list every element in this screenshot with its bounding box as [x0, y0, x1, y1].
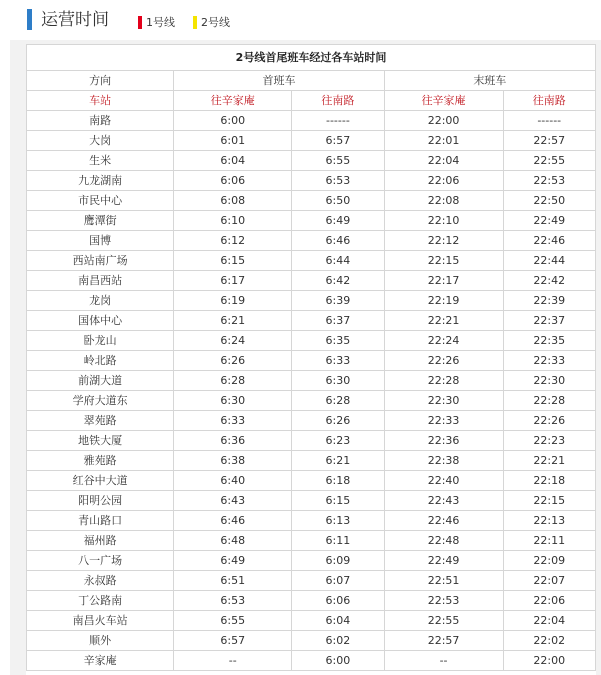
first-train-dir-b-time: 6:46	[292, 231, 384, 251]
timetable-container	[26, 44, 596, 675]
station-cell: 国体中心	[27, 311, 174, 331]
last-train-dir-b-time: 22:26	[503, 411, 596, 431]
first-train-dir-a-time: 6:06	[174, 171, 292, 191]
first-train-dir-a-time: --	[174, 651, 292, 671]
last-train-dir-b-time: 22:28	[503, 391, 596, 411]
table-row	[27, 131, 596, 151]
first-train-dir-b-time: 6:57	[292, 131, 384, 151]
table-row	[27, 531, 596, 551]
line-1-color-swatch	[138, 16, 142, 29]
table-row	[27, 351, 596, 371]
first-train-dir-b-time: 6:11	[292, 531, 384, 551]
station-cell: 市民中心	[27, 191, 174, 211]
last-train-dir-b-time: 22:46	[503, 231, 596, 251]
station-cell: 国博	[27, 231, 174, 251]
title-accent-bar	[27, 9, 32, 30]
last-train-dir-b-time: 22:04	[503, 611, 596, 631]
first-train-dir-b-time: 6:42	[292, 271, 384, 291]
table-row	[27, 331, 596, 351]
last-train-dir-a-time: 22:08	[384, 191, 503, 211]
timetable	[26, 44, 596, 671]
last-train-dir-b-time: 22:21	[503, 451, 596, 471]
last-train-dir-a-time: 22:36	[384, 431, 503, 451]
table-row	[27, 451, 596, 471]
last-train-dir-a-time: 22:24	[384, 331, 503, 351]
first-dir-b-header: 往南路	[292, 91, 384, 111]
table-row	[27, 391, 596, 411]
table-row	[27, 171, 596, 191]
first-train-dir-a-time: 6:04	[174, 151, 292, 171]
first-train-dir-a-time: 6:36	[174, 431, 292, 451]
first-train-dir-a-time: 6:10	[174, 211, 292, 231]
first-train-dir-a-time: 6:55	[174, 611, 292, 631]
station-cell: 龙岗	[27, 291, 174, 311]
station-cell: 青山路口	[27, 511, 174, 531]
last-train-dir-b-time: 22:57	[503, 131, 596, 151]
table-row	[27, 251, 596, 271]
last-train-dir-a-time: 22:30	[384, 391, 503, 411]
last-train-dir-b-time: 22:55	[503, 151, 596, 171]
table-row	[27, 471, 596, 491]
last-train-dir-b-time: 22:23	[503, 431, 596, 451]
station-cell: 学府大道东	[27, 391, 174, 411]
last-train-dir-a-time: 22:00	[384, 111, 503, 131]
last-train-dir-a-time: 22:21	[384, 311, 503, 331]
last-train-dir-a-time: 22:12	[384, 231, 503, 251]
table-row	[27, 411, 596, 431]
first-train-dir-b-time: 6:35	[292, 331, 384, 351]
last-train-dir-a-time: 22:04	[384, 151, 503, 171]
table-row	[27, 111, 596, 131]
table-row	[27, 571, 596, 591]
first-train-dir-b-time: 6:49	[292, 211, 384, 231]
last-train-dir-a-time: 22:28	[384, 371, 503, 391]
last-train-dir-b-time: 22:30	[503, 371, 596, 391]
last-train-dir-a-time: 22:48	[384, 531, 503, 551]
table-row	[27, 591, 596, 611]
station-cell: 阳明公园	[27, 491, 174, 511]
first-train-dir-a-time: 6:28	[174, 371, 292, 391]
last-train-dir-b-time: 22:53	[503, 171, 596, 191]
last-dir-a-header: 往辛家庵	[384, 91, 503, 111]
station-cell: 岭北路	[27, 351, 174, 371]
first-train-dir-b-time: 6:21	[292, 451, 384, 471]
last-train-dir-b-time: 22:50	[503, 191, 596, 211]
first-train-dir-b-time: 6:00	[292, 651, 384, 671]
first-train-dir-a-time: 6:43	[174, 491, 292, 511]
last-dir-b-header: 往南路	[503, 91, 596, 111]
station-cell: 南昌西站	[27, 271, 174, 291]
last-train-dir-b-time: 22:18	[503, 471, 596, 491]
last-train-dir-a-time: 22:01	[384, 131, 503, 151]
first-train-dir-b-time: 6:55	[292, 151, 384, 171]
first-train-dir-a-time: 6:21	[174, 311, 292, 331]
first-train-dir-b-time: 6:44	[292, 251, 384, 271]
first-train-dir-a-time: 6:12	[174, 231, 292, 251]
station-cell: 顺外	[27, 631, 174, 651]
station-cell: 西站南广场	[27, 251, 174, 271]
first-train-dir-b-time: 6:09	[292, 551, 384, 571]
station-header-row	[27, 91, 596, 111]
direction-header-row	[27, 71, 596, 91]
last-train-dir-b-time: 22:02	[503, 631, 596, 651]
first-dir-a-header: 往辛家庵	[174, 91, 292, 111]
first-train-dir-b-time: 6:02	[292, 631, 384, 651]
table-row	[27, 651, 596, 671]
station-cell: 南昌火车站	[27, 611, 174, 631]
last-train-dir-b-time: 22:49	[503, 211, 596, 231]
legend-line-2	[193, 15, 230, 29]
first-train-dir-a-time: 6:08	[174, 191, 292, 211]
station-cell: 九龙湖南	[27, 171, 174, 191]
last-train-dir-b-time: 22:07	[503, 571, 596, 591]
first-train-dir-a-time: 6:53	[174, 591, 292, 611]
last-train-dir-b-time: ------	[503, 111, 596, 131]
first-train-dir-a-time: 6:40	[174, 471, 292, 491]
first-train-dir-b-time: 6:04	[292, 611, 384, 631]
line-2-color-swatch	[193, 16, 197, 29]
legend-line-1	[138, 15, 175, 29]
first-train-header: 首班车	[174, 71, 384, 91]
table-row	[27, 311, 596, 331]
last-train-header: 末班车	[384, 71, 595, 91]
table-row	[27, 431, 596, 451]
last-train-dir-b-time: 22:37	[503, 311, 596, 331]
timetable-caption-row	[27, 45, 596, 71]
last-train-dir-a-time: 22:17	[384, 271, 503, 291]
last-train-dir-a-time: 22:43	[384, 491, 503, 511]
table-row	[27, 291, 596, 311]
station-cell: 八一广场	[27, 551, 174, 571]
station-cell: 丁公路南	[27, 591, 174, 611]
station-cell: 雅苑路	[27, 451, 174, 471]
first-train-dir-a-time: 6:51	[174, 571, 292, 591]
station-cell: 福州路	[27, 531, 174, 551]
first-train-dir-a-time: 6:01	[174, 131, 292, 151]
last-train-dir-a-time: 22:51	[384, 571, 503, 591]
first-train-dir-a-time: 6:48	[174, 531, 292, 551]
first-train-dir-a-time: 6:38	[174, 451, 292, 471]
last-train-dir-a-time: 22:49	[384, 551, 503, 571]
first-train-dir-a-time: 6:00	[174, 111, 292, 131]
station-cell: 卧龙山	[27, 331, 174, 351]
first-train-dir-b-time: 6:39	[292, 291, 384, 311]
first-train-dir-a-time: 6:33	[174, 411, 292, 431]
last-train-dir-a-time: 22:19	[384, 291, 503, 311]
legend-line-1-label: 1号线	[146, 16, 175, 29]
table-row	[27, 551, 596, 571]
first-train-dir-b-time: 6:26	[292, 411, 384, 431]
last-train-dir-a-time: 22:55	[384, 611, 503, 631]
last-train-dir-a-time: 22:38	[384, 451, 503, 471]
last-train-dir-b-time: 22:06	[503, 591, 596, 611]
last-train-dir-a-time: 22:53	[384, 591, 503, 611]
direction-label: 方向	[27, 71, 174, 91]
first-train-dir-b-time: 6:07	[292, 571, 384, 591]
page-title: 运营时间	[41, 10, 109, 30]
first-train-dir-a-time: 6:26	[174, 351, 292, 371]
first-train-dir-b-time: 6:28	[292, 391, 384, 411]
content-panel	[10, 40, 601, 675]
last-train-dir-b-time: 22:35	[503, 331, 596, 351]
first-train-dir-a-time: 6:19	[174, 291, 292, 311]
last-train-dir-b-time: 22:42	[503, 271, 596, 291]
table-row	[27, 191, 596, 211]
first-train-dir-a-time: 6:24	[174, 331, 292, 351]
table-row	[27, 631, 596, 651]
station-cell: 地铁大厦	[27, 431, 174, 451]
table-row	[27, 151, 596, 171]
first-train-dir-a-time: 6:30	[174, 391, 292, 411]
last-train-dir-a-time: --	[384, 651, 503, 671]
first-train-dir-a-time: 6:15	[174, 251, 292, 271]
last-train-dir-b-time: 22:09	[503, 551, 596, 571]
last-train-dir-a-time: 22:10	[384, 211, 503, 231]
first-train-dir-b-time: 6:50	[292, 191, 384, 211]
first-train-dir-a-time: 6:17	[174, 271, 292, 291]
last-train-dir-b-time: 22:33	[503, 351, 596, 371]
timetable-caption: 2号线首尾班车经过各车站时间	[27, 45, 596, 71]
last-train-dir-a-time: 22:57	[384, 631, 503, 651]
station-cell: 鹰潭街	[27, 211, 174, 231]
first-train-dir-b-time: 6:53	[292, 171, 384, 191]
table-row	[27, 371, 596, 391]
first-train-dir-b-time: 6:13	[292, 511, 384, 531]
last-train-dir-a-time: 22:26	[384, 351, 503, 371]
first-train-dir-a-time: 6:46	[174, 511, 292, 531]
table-row	[27, 211, 596, 231]
first-train-dir-b-time: 6:18	[292, 471, 384, 491]
last-train-dir-a-time: 22:06	[384, 171, 503, 191]
page-header	[0, 0, 601, 40]
table-row	[27, 271, 596, 291]
first-train-dir-b-time: 6:37	[292, 311, 384, 331]
station-cell: 翠苑路	[27, 411, 174, 431]
last-train-dir-a-time: 22:33	[384, 411, 503, 431]
table-row	[27, 611, 596, 631]
last-train-dir-a-time: 22:46	[384, 511, 503, 531]
table-row	[27, 491, 596, 511]
last-train-dir-b-time: 22:00	[503, 651, 596, 671]
first-train-dir-b-time: ------	[292, 111, 384, 131]
last-train-dir-b-time: 22:11	[503, 531, 596, 551]
station-cell: 红谷中大道	[27, 471, 174, 491]
last-train-dir-b-time: 22:39	[503, 291, 596, 311]
table-row	[27, 231, 596, 251]
last-train-dir-b-time: 22:13	[503, 511, 596, 531]
last-train-dir-a-time: 22:40	[384, 471, 503, 491]
last-train-dir-b-time: 22:44	[503, 251, 596, 271]
station-cell: 辛家庵	[27, 651, 174, 671]
first-train-dir-b-time: 6:23	[292, 431, 384, 451]
station-column-header: 车站	[27, 91, 174, 111]
station-cell: 生米	[27, 151, 174, 171]
station-cell: 大岗	[27, 131, 174, 151]
station-cell: 前湖大道	[27, 371, 174, 391]
first-train-dir-b-time: 6:33	[292, 351, 384, 371]
first-train-dir-b-time: 6:30	[292, 371, 384, 391]
first-train-dir-a-time: 6:57	[174, 631, 292, 651]
table-row	[27, 511, 596, 531]
station-cell: 南路	[27, 111, 174, 131]
last-train-dir-b-time: 22:15	[503, 491, 596, 511]
legend-line-2-label: 2号线	[201, 16, 230, 29]
first-train-dir-b-time: 6:15	[292, 491, 384, 511]
first-train-dir-b-time: 6:06	[292, 591, 384, 611]
last-train-dir-a-time: 22:15	[384, 251, 503, 271]
first-train-dir-a-time: 6:49	[174, 551, 292, 571]
station-cell: 永叔路	[27, 571, 174, 591]
